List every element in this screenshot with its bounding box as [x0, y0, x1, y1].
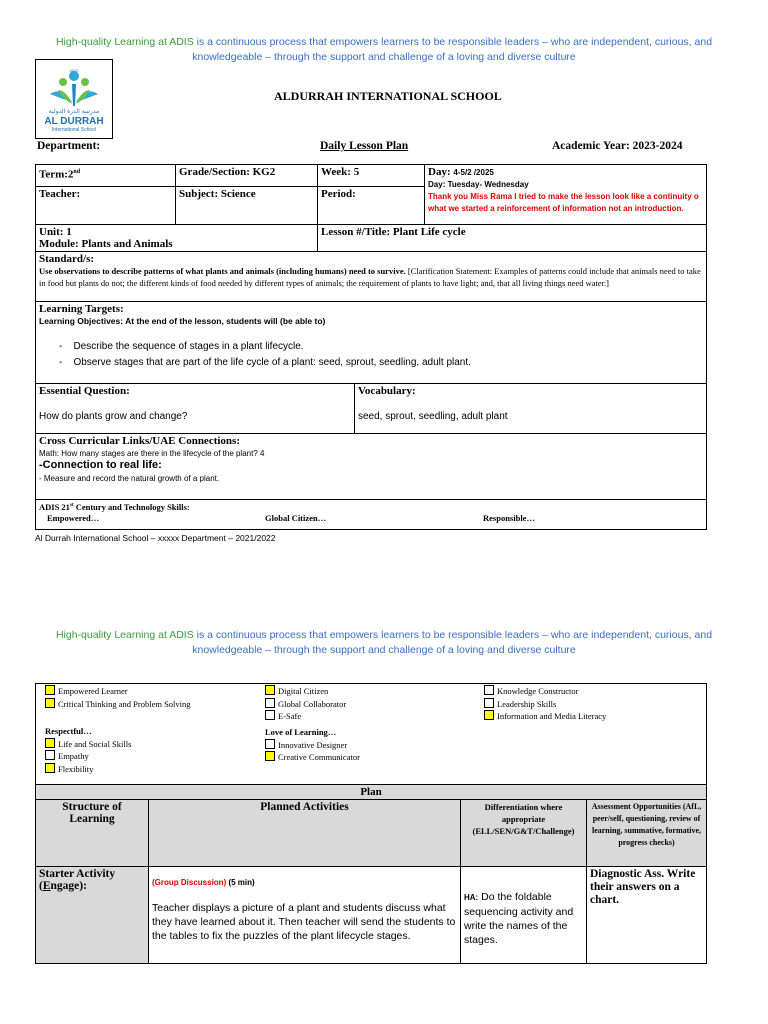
motto-text: is a continuous process that empowers learners to be responsible leaders – who are independent, curious, and knowledgeable – through the support and challenge of a loving and diverse culture	[192, 36, 713, 63]
skill-item: Leadership Skills	[484, 698, 606, 711]
grade-cell: Grade/Section: KG2	[176, 165, 318, 187]
skill-item: Empathy	[45, 750, 191, 763]
skill-item: Creative Communicator	[265, 751, 360, 764]
lesson-title-cell: Lesson #/Title: Plant Life cycle	[318, 225, 707, 252]
starter-differentiation-cell: HA: Do the foldable sequencing activity and write the names of the stages.	[461, 867, 587, 964]
teacher-note: Thank you Miss Rama I tried to make the lesson look like a continuity o what we started a reinforcement of information not an introduction.	[428, 192, 699, 213]
lesson-info-table	[35, 164, 707, 530]
skill-item: Innovative Designer	[265, 739, 360, 752]
targets-cell: Learning Targets: Learning Objectives: At the end of the lesson, students will (be able to) - Describe the sequence of stages in a plant lifecycle. - Observe stages that are part of the life cycle of a plant: seed, sprout, seedling, adult plant.	[36, 302, 707, 384]
checkbox-icon	[265, 710, 275, 720]
essential-question-cell: Essential Question: How do plants grow and change?	[36, 384, 355, 434]
school-logo	[35, 59, 113, 139]
checkbox-checked-icon	[45, 738, 55, 748]
objective-item: - Observe stages that are part of the life cycle of a plant: seed, sprout, seedling, adult plant.	[59, 357, 471, 368]
page-footer: Al Durrah International School – xxxxx Department – 2021/2022	[35, 533, 276, 543]
starter-activity-cell: Starter Activity (Engage):	[36, 867, 149, 964]
checkbox-icon	[484, 685, 494, 695]
checkbox-checked-icon	[45, 685, 55, 695]
checkbox-checked-icon	[265, 685, 275, 695]
skill-item: Digital Citizen	[265, 685, 360, 698]
checkbox-checked-icon	[265, 751, 275, 761]
motto-page-2: High-quality Learning at ADIS is a continuous process that empowers learners to be responsible leaders – who are independent, curious, and knowledgeable – through the support and challenge of a loving and diverse culture	[55, 629, 713, 656]
subject-cell: Subject: Science	[176, 187, 318, 225]
starter-text: Teacher displays a picture of a plant and students discuss what they have learned about it. Then teacher will send the students to the tables to fix the puzzles of the plant lifecycle stages.	[152, 902, 456, 942]
period-cell: Period:	[318, 187, 425, 225]
checkbox-checked-icon	[484, 710, 494, 720]
skill-item: Flexibility	[45, 763, 191, 776]
week-cell: Week: 5	[318, 165, 425, 187]
starter-activities-cell: (Group Discussion) (5 min) Teacher displays a picture of a plant and students discuss what they have learned about it. Then teacher will send the students to the tables to fix the puzzles of the plant lifecycle stages.	[149, 867, 461, 964]
term-cell: Term:2nd	[36, 165, 176, 187]
cross-curricular-cell: Cross Curricular Links/UAE Connections: Math: How many stages are there in the lifecycle of the plant? 4 -Connection to real life: - Measure and record the natural growth of a plant.	[36, 434, 707, 500]
logo-arabic-text: مدرسة الدرة الدولية	[48, 108, 100, 115]
structure-header: Structure of Learning	[36, 800, 149, 867]
checkbox-icon	[45, 750, 55, 760]
skill-item: Information and Media Literacy	[484, 710, 606, 723]
plan-table	[35, 784, 707, 964]
skill-item: Empowered Learner	[45, 685, 191, 698]
skill-item: Critical Thinking and Problem Solving	[45, 698, 191, 711]
century-skills-cell: ADIS 21st Century and Technology Skills: Empowered… Global Citizen… Responsible…	[36, 500, 707, 530]
skill-item: E-Safe	[265, 710, 360, 723]
plan-title-cell: Plan	[36, 785, 707, 800]
motto	[40, 35, 728, 65]
motto-highlight: High-quality Learning at ADIS	[55, 36, 194, 48]
academic-year: Academic Year: 2023-2024	[552, 140, 683, 152]
checkbox-icon	[484, 698, 494, 708]
objective-item: - Describe the sequence of stages in a plant lifecycle.	[59, 341, 304, 352]
logo-name: AL DURRAH	[44, 116, 104, 127]
logo-subtitle: International School	[51, 127, 97, 133]
day-names: Day: Tuesday- Wednesday	[428, 180, 529, 189]
standards-cell: Standard/s: Use observations to describe patterns of what plants and animals (including humans) need to survive. [Clarification Statement: Examples of patterns could include that animals need to take in food but plants do not; the different kinds of food needed by different types of animals; the requirement of plants to have light; and, that all living things need water.]	[36, 252, 707, 302]
respectful-label: Respectful…	[45, 726, 92, 736]
unit-cell: Unit: 1 Module: Plants and Animals	[36, 225, 318, 252]
checkbox-checked-icon	[45, 763, 55, 773]
skill-item: Life and Social Skills	[45, 738, 191, 751]
differentiation-header: Differentiation where appropriate (ELL/SEN/G&T/Challenge)	[461, 800, 587, 867]
vocabulary-cell: Vocabulary: seed, sprout, seedling, adult plant	[355, 384, 707, 434]
activities-header: Planned Activities	[149, 800, 461, 867]
school-name: ALDURRAH INTERNATIONAL SCHOOL	[274, 89, 502, 103]
skills-box	[35, 683, 707, 785]
skill-item: Knowledge Constructor	[484, 685, 606, 698]
assessment-header: Assessment Opportunities (AfL, peer/self, questioning, review of learning, summative, formative, progress checks)	[587, 800, 707, 867]
day-cell: Day: 4-5/2 /2025 Day: Tuesday- Wednesday Thank you Miss Rama I tried to make the lesson look like a continuity o what we started a reinforcement of information not an introduction.	[425, 165, 707, 225]
teacher-cell: Teacher:	[36, 187, 176, 225]
checkbox-icon	[265, 739, 275, 749]
checkbox-checked-icon	[45, 698, 55, 708]
starter-assessment-cell: Diagnostic Ass. Write their answers on a chart.	[587, 867, 707, 964]
love-label: Love of Learning…	[265, 727, 337, 737]
plan-title: Daily Lesson Plan	[320, 140, 409, 152]
checkbox-icon	[265, 698, 275, 708]
skill-item: Global Collaborator	[265, 698, 360, 711]
logo-top-text: ADIS	[69, 68, 79, 73]
department-label: Department:	[37, 140, 101, 152]
